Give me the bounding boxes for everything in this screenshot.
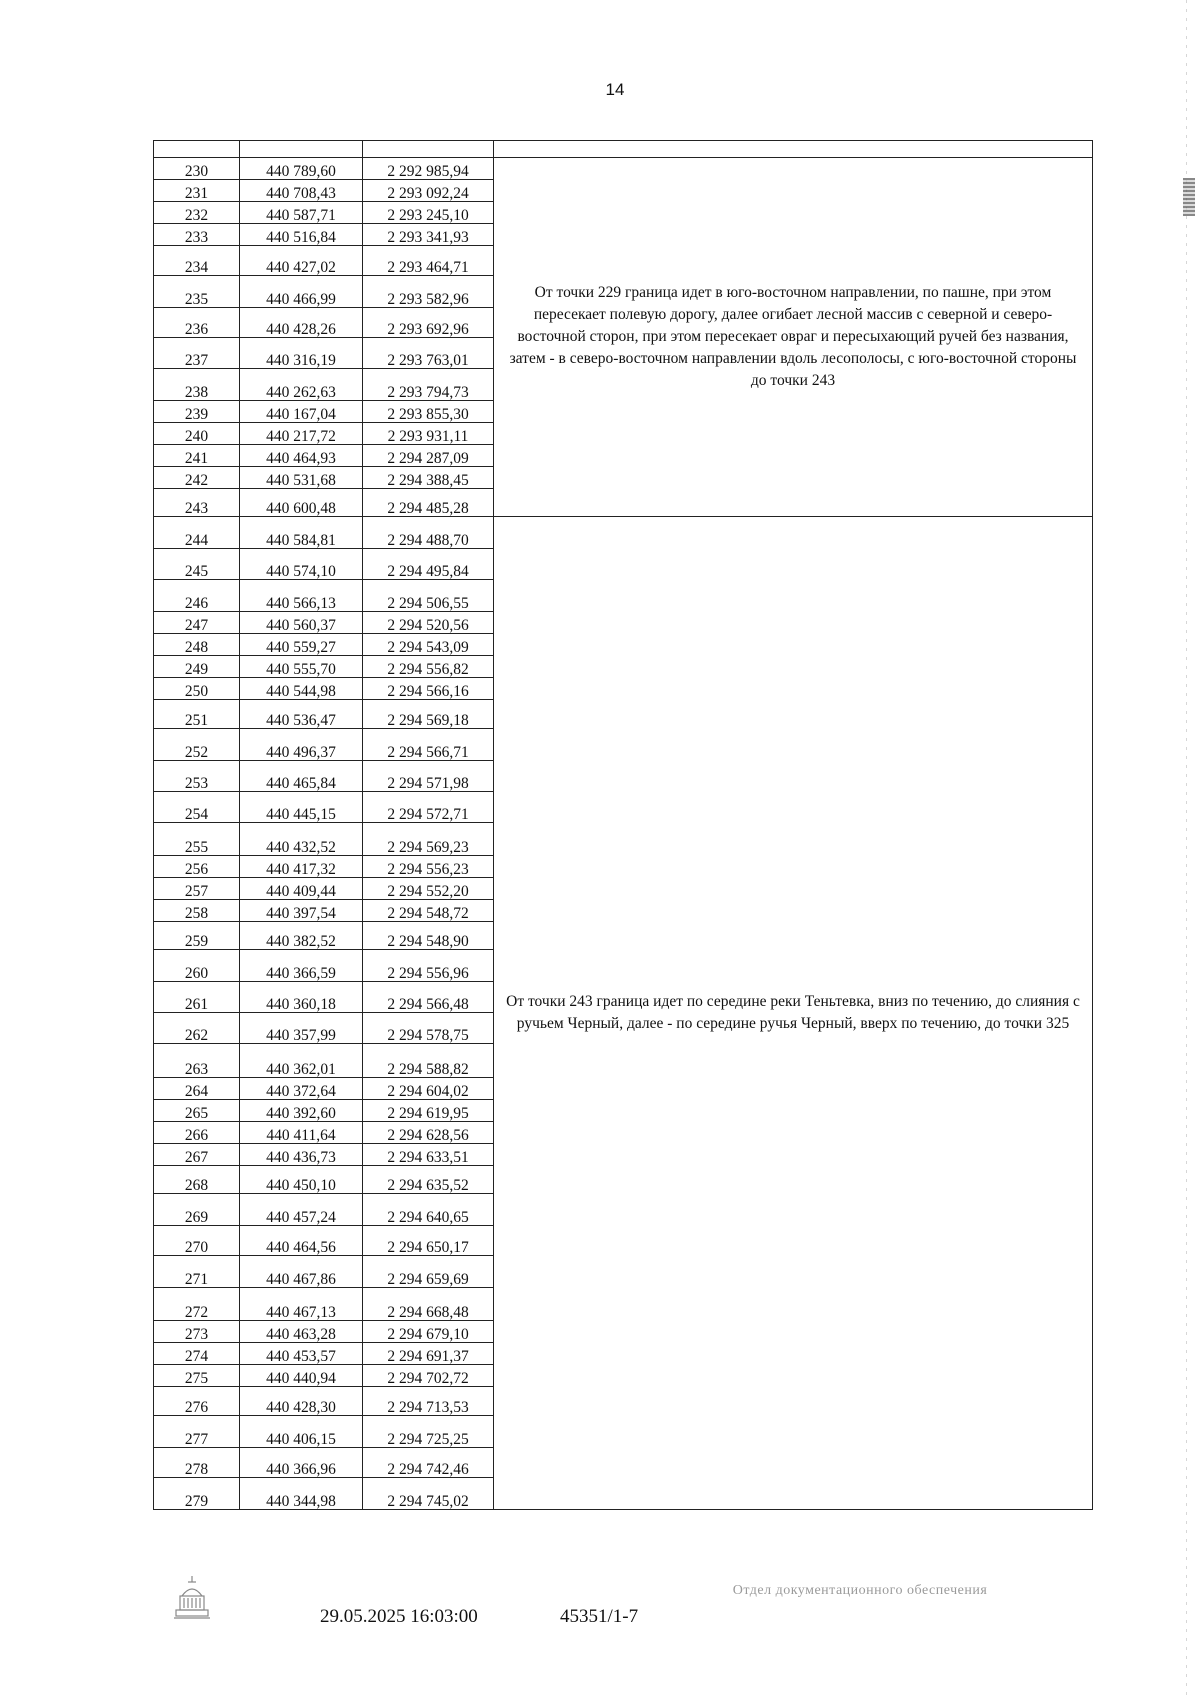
y-coordinate-cell: 2 294 650,17	[363, 1226, 494, 1256]
y-coordinate-cell: 2 294 548,90	[363, 922, 494, 950]
point-number-cell: 270	[154, 1226, 240, 1256]
y-coordinate-cell: 2 294 485,28	[363, 489, 494, 517]
point-number-cell: 277	[154, 1416, 240, 1448]
header-cell-x	[240, 141, 363, 158]
x-coordinate-cell: 440 457,24	[240, 1194, 363, 1226]
x-coordinate-cell: 440 708,43	[240, 180, 363, 202]
x-coordinate-cell: 440 428,30	[240, 1387, 363, 1416]
point-number-cell: 259	[154, 922, 240, 950]
x-coordinate-cell: 440 560,37	[240, 612, 363, 634]
point-number-cell: 273	[154, 1321, 240, 1343]
y-coordinate-cell: 2 294 556,96	[363, 950, 494, 982]
x-coordinate-cell: 440 344,98	[240, 1478, 363, 1510]
point-number-cell: 254	[154, 792, 240, 823]
scan-edge-line	[1186, 0, 1187, 1695]
point-number-cell: 231	[154, 180, 240, 202]
y-coordinate-cell: 2 293 794,73	[363, 369, 494, 401]
x-coordinate-cell: 440 417,32	[240, 856, 363, 878]
y-coordinate-cell: 2 293 245,10	[363, 202, 494, 224]
y-coordinate-cell: 2 294 588,82	[363, 1044, 494, 1078]
x-coordinate-cell: 440 397,54	[240, 900, 363, 922]
x-coordinate-cell: 440 566,13	[240, 580, 363, 612]
point-number-cell: 258	[154, 900, 240, 922]
x-coordinate-cell: 440 432,52	[240, 823, 363, 856]
point-number-cell: 253	[154, 761, 240, 792]
table-header-row	[154, 141, 1093, 158]
y-coordinate-cell: 2 293 582,96	[363, 276, 494, 308]
x-coordinate-cell: 440 382,52	[240, 922, 363, 950]
y-coordinate-cell: 2 294 640,65	[363, 1194, 494, 1226]
point-number-cell: 271	[154, 1256, 240, 1288]
scan-mark	[1183, 178, 1195, 216]
y-coordinate-cell: 2 294 556,23	[363, 856, 494, 878]
y-coordinate-cell: 2 294 572,71	[363, 792, 494, 823]
y-coordinate-cell: 2 294 569,23	[363, 823, 494, 856]
y-coordinate-cell: 2 294 388,45	[363, 467, 494, 489]
y-coordinate-cell: 2 293 763,01	[363, 338, 494, 369]
y-coordinate-cell: 2 293 464,71	[363, 246, 494, 276]
point-number-cell: 267	[154, 1144, 240, 1166]
x-coordinate-cell: 440 428,26	[240, 308, 363, 338]
x-coordinate-cell: 440 366,59	[240, 950, 363, 982]
x-coordinate-cell: 440 436,73	[240, 1144, 363, 1166]
x-coordinate-cell: 440 406,15	[240, 1416, 363, 1448]
y-coordinate-cell: 2 294 566,71	[363, 729, 494, 761]
boundary-description-cell: От точки 243 граница идет по середине реки Теньтевка, вниз по течению, до слияния с ручьем Черный, далее - по середине ручья Черный, вверх по течению, до точки 325	[494, 517, 1093, 1510]
header-cell-point	[154, 141, 240, 158]
point-number-cell: 274	[154, 1343, 240, 1365]
point-number-cell: 248	[154, 634, 240, 656]
y-coordinate-cell: 2 292 985,94	[363, 158, 494, 180]
x-coordinate-cell: 440 392,60	[240, 1100, 363, 1122]
y-coordinate-cell: 2 294 287,09	[363, 445, 494, 467]
header-cell-description	[494, 141, 1093, 158]
point-number-cell: 257	[154, 878, 240, 900]
emblem-logo	[168, 1572, 216, 1624]
point-number-cell: 249	[154, 656, 240, 678]
point-number-cell: 278	[154, 1448, 240, 1478]
x-coordinate-cell: 440 464,93	[240, 445, 363, 467]
point-number-cell: 241	[154, 445, 240, 467]
x-coordinate-cell: 440 411,64	[240, 1122, 363, 1144]
x-coordinate-cell: 440 559,27	[240, 634, 363, 656]
y-coordinate-cell: 2 293 092,24	[363, 180, 494, 202]
y-coordinate-cell: 2 294 566,16	[363, 678, 494, 700]
x-coordinate-cell: 440 360,18	[240, 982, 363, 1013]
point-number-cell: 238	[154, 369, 240, 401]
x-coordinate-cell: 440 409,44	[240, 878, 363, 900]
x-coordinate-cell: 440 536,47	[240, 700, 363, 729]
x-coordinate-cell: 440 445,15	[240, 792, 363, 823]
y-coordinate-cell: 2 294 506,55	[363, 580, 494, 612]
point-number-cell: 233	[154, 224, 240, 246]
y-coordinate-cell: 2 293 855,30	[363, 401, 494, 423]
x-coordinate-cell: 440 574,10	[240, 549, 363, 580]
y-coordinate-cell: 2 294 566,48	[363, 982, 494, 1013]
y-coordinate-cell: 2 293 341,93	[363, 224, 494, 246]
point-number-cell: 260	[154, 950, 240, 982]
y-coordinate-cell: 2 294 543,09	[363, 634, 494, 656]
y-coordinate-cell: 2 294 604,02	[363, 1078, 494, 1100]
x-coordinate-cell: 440 463,28	[240, 1321, 363, 1343]
point-number-cell: 242	[154, 467, 240, 489]
point-number-cell: 250	[154, 678, 240, 700]
point-number-cell: 261	[154, 982, 240, 1013]
x-coordinate-cell: 440 531,68	[240, 467, 363, 489]
point-number-cell: 243	[154, 489, 240, 517]
footer-doc-number: 45351/1-7	[560, 1606, 639, 1627]
y-coordinate-cell: 2 294 635,52	[363, 1166, 494, 1194]
point-number-cell: 276	[154, 1387, 240, 1416]
y-coordinate-cell: 2 294 745,02	[363, 1478, 494, 1510]
footer-datetime: 29.05.2025 16:03:00	[320, 1606, 478, 1627]
y-coordinate-cell: 2 294 619,95	[363, 1100, 494, 1122]
point-number-cell: 265	[154, 1100, 240, 1122]
y-coordinate-cell: 2 293 931,11	[363, 423, 494, 445]
boundary-description-cell: От точки 229 граница идет в юго-восточном направлении, по пашне, при этом пересекает полевую дорогу, далее огибает лесной массив с северной и северо-восточной сторон, при этом пересекает овраг и пересыхающий ручей без названия, затем - в северо-восточном направлении вдоль лесополосы, с юго-восточной стороны до точки 243	[494, 158, 1093, 517]
department-stamp: Отдел документационного обеспечения	[732, 1583, 988, 1598]
table-row	[154, 158, 1093, 180]
point-number-cell: 245	[154, 549, 240, 580]
y-coordinate-cell: 2 294 659,69	[363, 1256, 494, 1288]
point-number-cell: 240	[154, 423, 240, 445]
y-coordinate-cell: 2 294 495,84	[363, 549, 494, 580]
x-coordinate-cell: 440 366,96	[240, 1448, 363, 1478]
point-number-cell: 272	[154, 1288, 240, 1321]
y-coordinate-cell: 2 294 633,51	[363, 1144, 494, 1166]
y-coordinate-cell: 2 294 679,10	[363, 1321, 494, 1343]
x-coordinate-cell: 440 453,57	[240, 1343, 363, 1365]
point-number-cell: 279	[154, 1478, 240, 1510]
x-coordinate-cell: 440 357,99	[240, 1013, 363, 1044]
x-coordinate-cell: 440 467,13	[240, 1288, 363, 1321]
x-coordinate-cell: 440 427,02	[240, 246, 363, 276]
y-coordinate-cell: 2 294 713,53	[363, 1387, 494, 1416]
point-number-cell: 236	[154, 308, 240, 338]
header-cell-y	[363, 141, 494, 158]
coordinates-table-body	[154, 141, 1093, 1510]
point-number-cell: 255	[154, 823, 240, 856]
page-number: 14	[605, 80, 625, 99]
point-number-cell: 263	[154, 1044, 240, 1078]
point-number-cell: 256	[154, 856, 240, 878]
x-coordinate-cell: 440 600,48	[240, 489, 363, 517]
table-row	[154, 517, 1093, 549]
point-number-cell: 239	[154, 401, 240, 423]
point-number-cell: 268	[154, 1166, 240, 1194]
x-coordinate-cell: 440 262,63	[240, 369, 363, 401]
x-coordinate-cell: 440 362,01	[240, 1044, 363, 1078]
point-number-cell: 264	[154, 1078, 240, 1100]
point-number-cell: 235	[154, 276, 240, 308]
y-coordinate-cell: 2 294 548,72	[363, 900, 494, 922]
x-coordinate-cell: 440 789,60	[240, 158, 363, 180]
y-coordinate-cell: 2 294 668,48	[363, 1288, 494, 1321]
point-number-cell: 230	[154, 158, 240, 180]
point-number-cell: 234	[154, 246, 240, 276]
x-coordinate-cell: 440 167,04	[240, 401, 363, 423]
point-number-cell: 247	[154, 612, 240, 634]
point-number-cell: 252	[154, 729, 240, 761]
point-number-cell: 266	[154, 1122, 240, 1144]
x-coordinate-cell: 440 316,19	[240, 338, 363, 369]
x-coordinate-cell: 440 466,99	[240, 276, 363, 308]
x-coordinate-cell: 440 516,84	[240, 224, 363, 246]
y-coordinate-cell: 2 294 742,46	[363, 1448, 494, 1478]
y-coordinate-cell: 2 294 520,56	[363, 612, 494, 634]
point-number-cell: 251	[154, 700, 240, 729]
x-coordinate-cell: 440 467,86	[240, 1256, 363, 1288]
y-coordinate-cell: 2 294 578,75	[363, 1013, 494, 1044]
y-coordinate-cell: 2 294 556,82	[363, 656, 494, 678]
y-coordinate-cell: 2 294 571,98	[363, 761, 494, 792]
y-coordinate-cell: 2 294 628,56	[363, 1122, 494, 1144]
coordinates-table	[153, 140, 1093, 1510]
x-coordinate-cell: 440 440,94	[240, 1365, 363, 1387]
point-number-cell: 237	[154, 338, 240, 369]
point-number-cell: 262	[154, 1013, 240, 1044]
x-coordinate-cell: 440 464,56	[240, 1226, 363, 1256]
x-coordinate-cell: 440 372,64	[240, 1078, 363, 1100]
point-number-cell: 275	[154, 1365, 240, 1387]
y-coordinate-cell: 2 293 692,96	[363, 308, 494, 338]
x-coordinate-cell: 440 217,72	[240, 423, 363, 445]
x-coordinate-cell: 440 450,10	[240, 1166, 363, 1194]
x-coordinate-cell: 440 465,84	[240, 761, 363, 792]
x-coordinate-cell: 440 584,81	[240, 517, 363, 549]
point-number-cell: 232	[154, 202, 240, 224]
x-coordinate-cell: 440 544,98	[240, 678, 363, 700]
y-coordinate-cell: 2 294 569,18	[363, 700, 494, 729]
point-number-cell: 269	[154, 1194, 240, 1226]
y-coordinate-cell: 2 294 488,70	[363, 517, 494, 549]
y-coordinate-cell: 2 294 725,25	[363, 1416, 494, 1448]
x-coordinate-cell: 440 587,71	[240, 202, 363, 224]
x-coordinate-cell: 440 496,37	[240, 729, 363, 761]
point-number-cell: 244	[154, 517, 240, 549]
point-number-cell: 246	[154, 580, 240, 612]
y-coordinate-cell: 2 294 702,72	[363, 1365, 494, 1387]
y-coordinate-cell: 2 294 691,37	[363, 1343, 494, 1365]
x-coordinate-cell: 440 555,70	[240, 656, 363, 678]
y-coordinate-cell: 2 294 552,20	[363, 878, 494, 900]
